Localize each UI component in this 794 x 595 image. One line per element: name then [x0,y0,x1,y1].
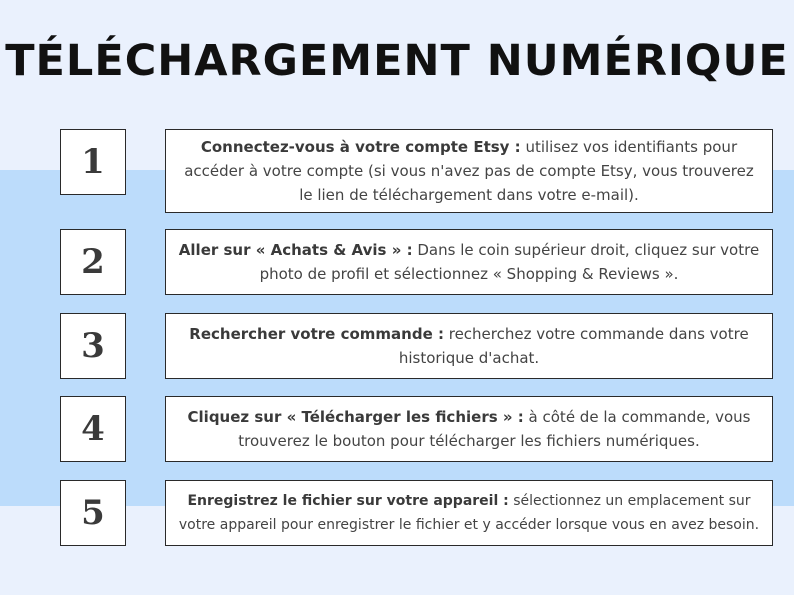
step-heading-1: Connectez-vous à votre compte Etsy : [200,138,521,156]
step-text-5: sélectionnez un emplacement sur votre appareil pour enregistrer le fichier et y accéder lorsque vous en avez besoin. [178,493,760,533]
step-heading-4: Cliquez sur « Télécharger les fichiers » : [187,408,524,426]
step-text-3: recherchez votre commande dans votre historique d'achat. [398,325,749,367]
step-number-3: 3 [60,313,126,379]
step-number-5: 5 [60,480,126,546]
step-number-1: 1 [60,129,126,195]
step-box-1 [165,129,773,213]
step-box-5 [165,480,773,546]
page-title: TÉLÉCHARGEMENT NUMÉRIQUE [5,36,789,86]
step-heading-2: Aller sur « Achats & Avis » : [178,241,413,259]
step-number-2: 2 [60,229,126,295]
step-text-2: Dans le coin supérieur droit, cliquez sur votre photo de profil et sélectionnez « Shopping & Reviews ». [259,241,760,283]
step-box-2 [165,229,773,295]
step-text-4: à côté de la commande, vous trouverez le bouton pour télécharger les fichiers numériques. [238,408,751,450]
step-number-4: 4 [60,396,126,462]
step-text-1: utilisez vos identifiants pour accéder à votre compte (si vous n'avez pas de compte Etsy, vous trouverez le lien de téléchargement dans votre e-mail). [184,138,754,204]
step-box-4 [165,396,773,462]
step-heading-3: Rechercher votre commande : [189,325,444,343]
step-heading-5: Enregistrez le fichier sur votre appareil : [187,493,509,509]
step-box-3 [165,313,773,379]
